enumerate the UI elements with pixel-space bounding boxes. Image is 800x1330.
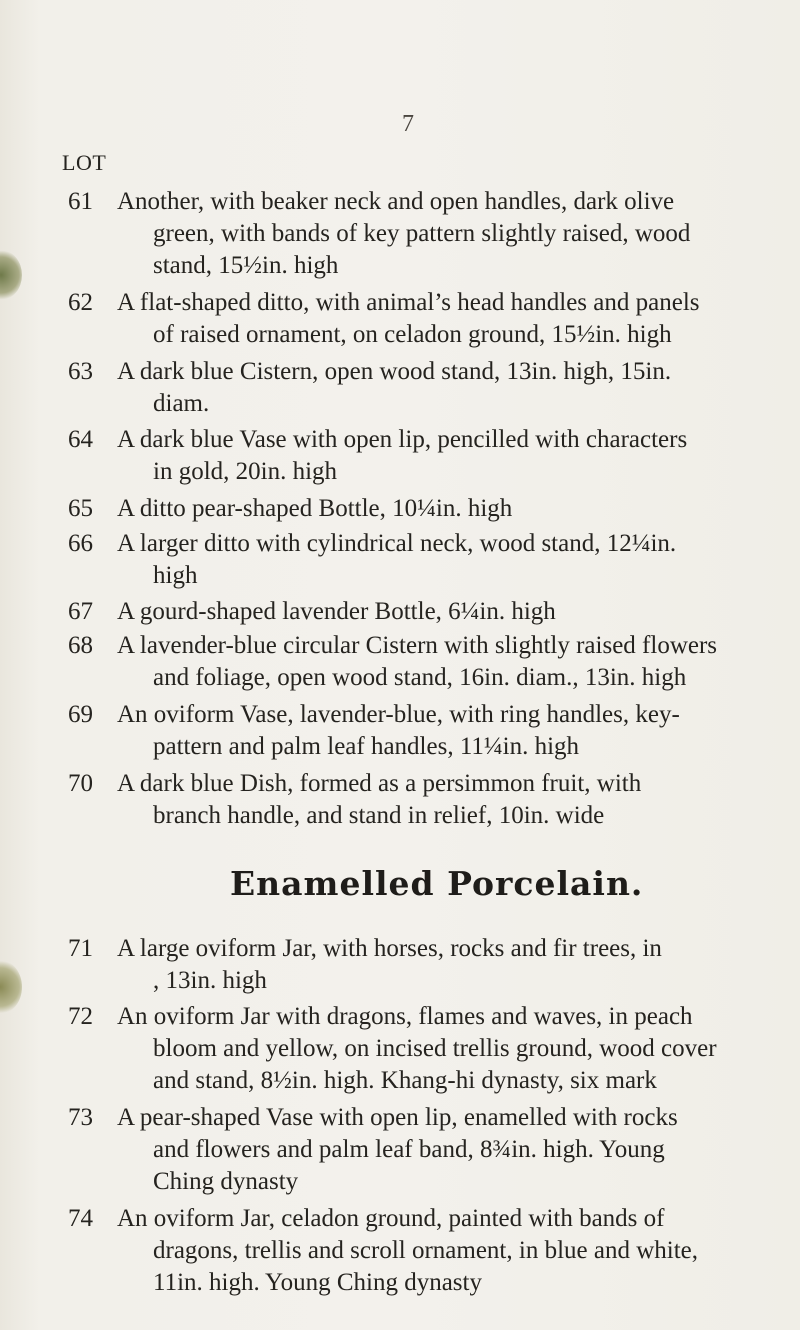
- lot-description: [117, 596, 782, 628]
- lot-description-line: A pear-shaped Vase with open lip, enamelled with rocks: [117, 1104, 678, 1131]
- lot-description-line: bloom and yellow, on incised trellis ground, wood cover: [153, 1035, 717, 1062]
- lot-number: 67: [68, 598, 93, 625]
- lot-description-line: Ching dynasty: [153, 1168, 299, 1195]
- lot-description: [117, 356, 782, 420]
- section-heading: Enamelled Porcelain.: [230, 864, 644, 903]
- lot-number: 73: [68, 1104, 93, 1131]
- lot-description: [117, 424, 782, 488]
- lot-description-line: 11in. high. Young Ching dynasty: [153, 1269, 482, 1296]
- lot-description-line: A large oviform Jar, with horses, rocks and fir trees, in: [117, 935, 662, 962]
- lot-number: 64: [68, 426, 93, 453]
- lot-description-line: in gold, 20in. high: [153, 458, 338, 485]
- margin-stain-top: [0, 250, 22, 300]
- lot-number: 62: [68, 289, 93, 316]
- lot-description-line: A larger ditto with cylindrical neck, wood stand, 12¼in.: [117, 530, 677, 557]
- lot-description: [117, 493, 782, 525]
- lot-description-line: and flowers and palm leaf band, 8¾in. high. Young: [153, 1136, 665, 1163]
- lot-description: [117, 699, 782, 763]
- lot-description-line: branch handle, and stand in relief, 10in. wide: [153, 802, 605, 829]
- lot-number: 66: [68, 530, 93, 557]
- lot-description-line: diam.: [153, 390, 210, 417]
- lot-number: 69: [68, 701, 93, 728]
- lot-number: 72: [68, 1003, 93, 1030]
- lot-description-line: An oviform Jar with dragons, flames and waves, in peach: [117, 1003, 693, 1030]
- lot-description-line: and foliage, open wood stand, 16in. diam., 13in. high: [153, 664, 687, 691]
- lot-column-header: LOT: [62, 150, 107, 175]
- lot-description: [117, 186, 782, 282]
- lot-description-line: high: [153, 562, 198, 589]
- lot-description-line: dragons, trellis and scroll ornament, in blue and white,: [153, 1237, 699, 1264]
- lot-number: 65: [68, 495, 93, 522]
- margin-stain-bottom: [0, 960, 22, 1014]
- lot-description: [117, 287, 782, 351]
- lot-description-line: A dark blue Vase with open lip, pencilled with characters: [117, 426, 688, 453]
- lot-description-line: of raised ornament, on celadon ground, 15½in. high: [153, 321, 672, 348]
- lot-description: [117, 933, 782, 997]
- lot-number: 71: [68, 935, 93, 962]
- lot-number: 68: [68, 632, 93, 659]
- lot-description-line: An oviform Vase, lavender-blue, with ring handles, key-: [117, 701, 680, 728]
- lot-description-line: , 13in. high: [153, 967, 267, 994]
- lot-description-line: A flat-shaped ditto, with animal’s head handles and panels: [117, 289, 700, 316]
- lot-number: 61: [68, 188, 93, 215]
- lot-description: [117, 528, 782, 592]
- lot-number: 74: [68, 1205, 93, 1232]
- lot-description: [117, 1102, 782, 1198]
- page-number-mark: 7: [402, 111, 414, 137]
- lot-description: [117, 1203, 782, 1299]
- lot-description-line: An oviform Jar, celadon ground, painted with bands of: [117, 1205, 665, 1232]
- lot-description: [117, 1001, 782, 1097]
- lot-description-line: stand, 15½in. high: [153, 252, 339, 279]
- lot-description-line: pattern and palm leaf handles, 11¼in. high: [153, 733, 580, 760]
- lot-description-line: A dark blue Cistern, open wood stand, 13in. high, 15in.: [117, 358, 672, 385]
- lot-description-line: Another, with beaker neck and open handles, dark olive: [117, 188, 675, 215]
- lot-description-line: A gourd-shaped lavender Bottle, 6¼in. high: [117, 598, 556, 625]
- lot-description-line: A lavender-blue circular Cistern with slightly raised flowers: [117, 632, 718, 659]
- lot-number: 63: [68, 358, 93, 385]
- lot-description-line: A ditto pear-shaped Bottle, 10¼in. high: [117, 495, 513, 522]
- lot-number: 70: [68, 770, 93, 797]
- lot-description-line: green, with bands of key pattern slightly raised, wood: [153, 220, 691, 247]
- lot-description: [117, 768, 782, 832]
- lot-description-line: and stand, 8½in. high. Khang-hi dynasty, six mark: [153, 1067, 657, 1094]
- lot-description-line: A dark blue Dish, formed as a persimmon fruit, with: [117, 770, 642, 797]
- lot-description: [117, 630, 782, 694]
